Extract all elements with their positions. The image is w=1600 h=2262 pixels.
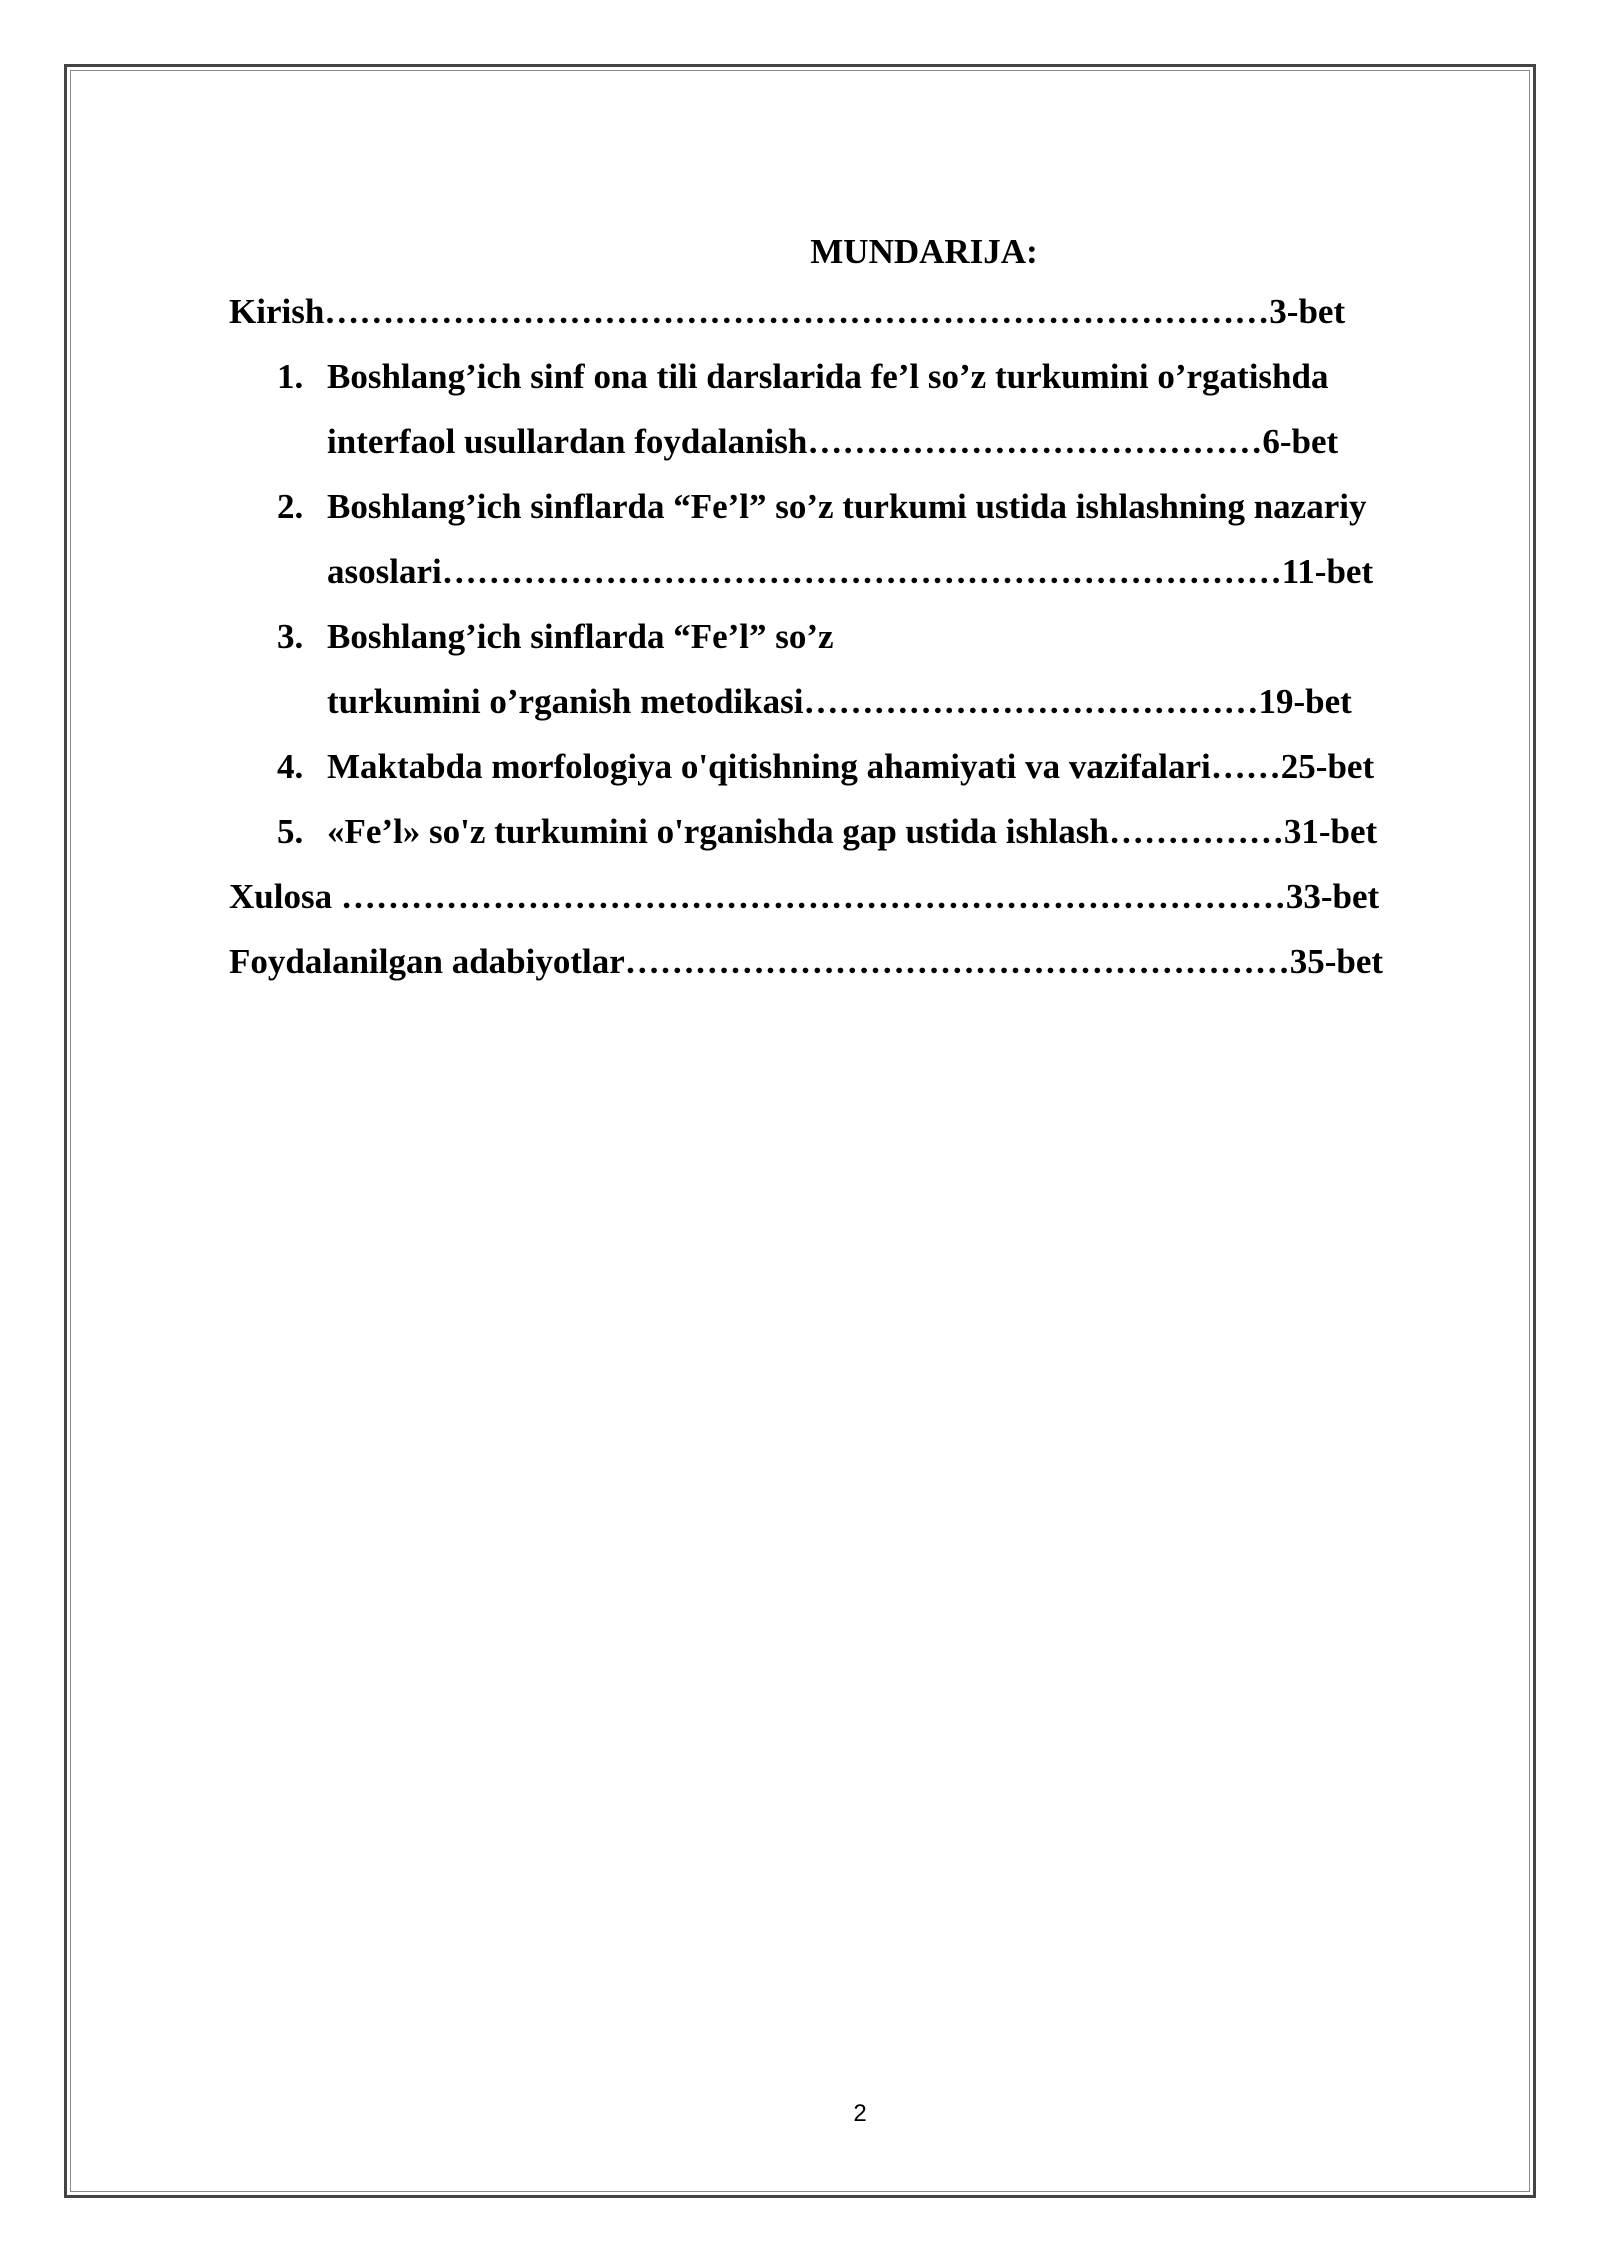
- toc-entry-2: [229, 474, 1479, 539]
- toc-entry-1: [229, 344, 1479, 409]
- toc-title: MUNDARIJA:: [810, 232, 1038, 271]
- toc-entry-xulosa: Xulosa ………………………………………………………………………33-bet: [229, 877, 1380, 916]
- table-of-contents: [229, 225, 1479, 994]
- page-number: 2: [853, 2100, 867, 2127]
- toc-entry-3-continuation: turkumini o’rganish metodikasi…………………………………19-bet: [327, 682, 1352, 721]
- toc-entry-number: 4.: [277, 747, 304, 786]
- toc-entry-text: Boshlang’ich sinf ona tili darslarida fe’l so’z turkumini o’rgatishda: [327, 357, 1329, 396]
- toc-entry-kirish: Kirish………………………………………………………………………3-bet: [229, 292, 1346, 331]
- toc-entry-1-continuation: interfaol usullardan foydalanish…………………………………6-bet: [327, 422, 1339, 461]
- toc-entry-5: [229, 799, 1479, 864]
- toc-entry-number: 2.: [277, 487, 304, 526]
- toc-entry-adabiyotlar: Foydalanilgan adabiyotlar…………………………………………………35-bet: [229, 942, 1384, 981]
- toc-entry-number: 5.: [277, 812, 304, 851]
- toc-entry-2-continuation: asoslari………………………………………………………………11-bet: [327, 552, 1374, 591]
- toc-entry-text: Boshlang’ich sinflarda “Fe’l” so’z: [327, 617, 834, 656]
- toc-entry-text: «Fe’l» so'z turkumini o'rganishda gap ustida ishlash……………31-bet: [327, 812, 1378, 851]
- toc-entry-3: [229, 604, 1479, 669]
- toc-entry-number: 1.: [277, 357, 304, 396]
- toc-entry-4: [229, 734, 1479, 799]
- toc-entry-text: Boshlang’ich sinflarda “Fe’l” so’z turkumi ustida ishlashning nazariy: [327, 487, 1367, 526]
- toc-entry-text: Maktabda morfologiya o'qitishning ahamiyati va vazifalari……25-bet: [327, 747, 1375, 786]
- toc-entry-number: 3.: [277, 617, 304, 656]
